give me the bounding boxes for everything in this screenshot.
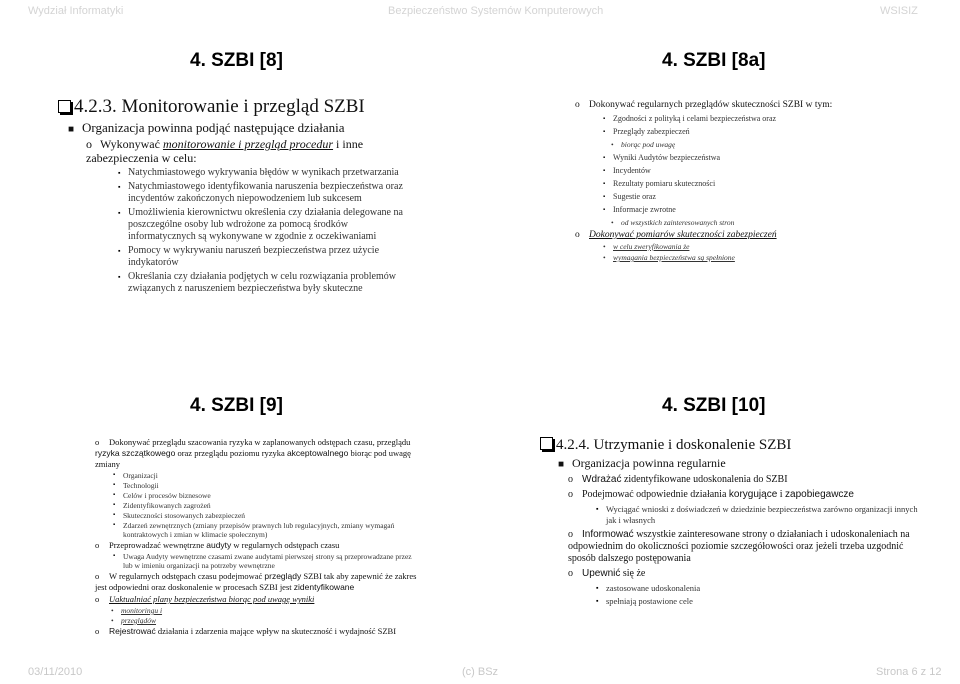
slide-8a-item: o Dokonywać regularnych przeglądów skuteczności SZBI w tym: (575, 100, 833, 110)
bullet-item: ▪ Wyciągać wnioski z doświadczeń w dziedzinie bezpieczeństwa zarówno organizacji innych jak i własnych (596, 504, 920, 526)
square-bullet-icon: ■ (68, 124, 75, 135)
bullet-item: ▪ Celów i procesów biznesowe (113, 491, 417, 500)
text-emph: przeglądy (264, 571, 302, 581)
slide-8a-title: 4. SZBI [8a] (662, 50, 766, 71)
sub-item: • biorąc pod uwagę (611, 140, 905, 150)
slide-8-title: 4. SZBI [8] (190, 50, 283, 71)
slide-8 (58, 96, 418, 297)
text-emph: Upewnić (582, 568, 621, 579)
slide-10-item: o Informować wszystkie zainteresowane strony o działaniach i udoskonaleniach na odpowiednim do okoliczności poziomie szczegółowości oraz jeżeli trzeba uzgodnić sposób dalszego postępowania (568, 529, 910, 564)
sub-item (111, 606, 417, 615)
slide-9-item: o Dokonywać przeglądu szacowania ryzyka w zaplanowanych odstępach czasu, przeglądu ryzyka szczątkowego oraz przeglądu poziomu ryzyka akceptowalnego biorąc pod uwagę zmiany (95, 437, 411, 469)
slide-8-item: o Wykonywać monitorowanie i przegląd procedur i inne zabezpieczenia w celu: (86, 137, 364, 165)
slide-10-level1-text: Organizacja powinna regularnie (572, 456, 726, 470)
bullet-item: ▪ Incydentów (603, 166, 905, 176)
slide-10 (540, 436, 920, 609)
bullet-item: ▪ Uwaga Audyty wewnętrzne czasami zwane audytami pierwszej strony są przeprowadzane przez lub w imieniu organizacji na potrzeby wewnętrzne (113, 552, 417, 570)
text-emph: akceptowalnego (286, 448, 349, 458)
bullet-item: ▪ Natychmiastowego identyfikowania naruszenia bezpieczeństwa oraz incydentów zakończonych niepowodzeniem lub sukcesem (118, 181, 413, 205)
slide-9-item: o Przeprowadzać wewnętrzne audyty w regularnych odstępach czasu (95, 540, 340, 550)
text: i inne zabezpieczenia w celu: (86, 137, 364, 165)
sub-item: • od wszystkich zainteresowanych stron (611, 218, 905, 228)
slide-9 (95, 436, 417, 637)
slide-10-item: o Podejmować odpowiednie działania korygujące i zapobiegawcze (568, 489, 854, 500)
slide-9-item: o Rejestrować działania i zdarzenia mające wpływ na skuteczność i wydajność SZBI (95, 626, 397, 636)
page-header (0, 0, 960, 22)
text-emph: Rejestrować (109, 626, 156, 636)
text-emph: przeglądów (121, 616, 157, 625)
text-emph: audyty (206, 540, 232, 550)
header-center: Bezpieczeństwo Systemów Komputerowych (388, 5, 604, 17)
slide-10-heading (540, 436, 920, 454)
text: Podejmować odpowiednie działania (582, 489, 729, 500)
bullet-item: ▪ Informacje zwrotne (603, 205, 905, 215)
square-bullet-icon: ■ (558, 459, 565, 470)
slide-10-item: o Upewnić się że (568, 568, 646, 579)
slide-10-heading-text: 4.2.4. Utrzymanie i doskonalenie SZBI (556, 437, 792, 453)
slide-8-level1 (68, 120, 418, 136)
slide-8-heading-text: 4.2.3. Monitorowanie i przegląd SZBI (74, 96, 365, 117)
text-emph: wymagania bezpieczeństwa są spełnione (613, 253, 735, 262)
bullet-item: ▪ Rezultaty pomiaru skuteczności (603, 179, 905, 189)
slide-10-item: o Wdrażać zidentyfikowane udoskonalenia do SZBI (568, 474, 788, 485)
bullet-item: ▪ Zgodności z polityką i celami bezpieczeństwa oraz (603, 114, 905, 124)
bullet-item: ▪ Technologii (113, 481, 417, 490)
text: i (777, 489, 786, 500)
text-emph: Uaktualniać plany bezpieczeństwa biorąc pod uwagę wyniki (109, 594, 315, 604)
slide-10-title: 4. SZBI [10] (662, 395, 766, 416)
slide-8-bullets (118, 167, 413, 295)
bullet-item: ▪ zastosowane udoskonalenia (596, 583, 920, 594)
text: Przeprowadzać wewnętrzne (109, 540, 207, 550)
bullet-item: ▪ Określania czy działania podjętych w celu rozwiązania problemów związanych z naruszeniem bezpieczeństwa były skuteczne (118, 271, 413, 295)
text: oraz przeglądu poziomu ryzyka (175, 448, 287, 458)
text: Wykonywać (100, 137, 163, 151)
slide-9-item: o Uaktualniać plany bezpieczeństwa biorąc pod uwagę wyniki (95, 594, 315, 604)
text-emph: ryzyka szczątkowego (95, 448, 176, 458)
text: działania i zdarzenia mające wpływ na skuteczność i wydajność SZBI (155, 626, 397, 636)
text: wszystkie zainteresowane strony o działaniach i udoskonaleniach na odpowiednim do okoliczności poziomie szczegółowości oraz jeżeli trzeba uzgodnić sposób dalszego postępowania (568, 529, 910, 564)
sub-item (603, 242, 905, 252)
bullet-item: ▪ Skuteczności stosowanych zabezpieczeń (113, 511, 417, 520)
bullet-item: ▪ Zidentyfikowanych zagrożeń (113, 501, 417, 510)
text-emph: zidentyfikowane (293, 582, 355, 592)
checkbox-icon (540, 437, 553, 450)
text: się że (620, 568, 646, 579)
header-right: WSISIZ (880, 5, 918, 17)
text: w regularnych odstępach czasu (231, 540, 340, 550)
bullet-item: ▪ Sugestie oraz (603, 192, 905, 202)
footer-page: Strona 6 z 12 (876, 666, 942, 678)
bullet-item: ▪ Przeglądy zabezpieczeń (603, 127, 905, 137)
bullet-item: ▪ Umożliwienia kierownictwu określenia czy działania delegowane na poszczególne osoby lub wdrożone za pomocą środków informatycznych są wykonywane w zgodnie z oczekiwaniami (118, 207, 413, 243)
footer-date: 03/11/2010 (28, 666, 83, 678)
text: SZBI tak aby zapewnić że zakres jest odpowiedni oraz doskonalenie w procesach SZBI jest (95, 571, 417, 592)
text: W regularnych odstępach czasu podejmować (109, 571, 265, 581)
slide-8-level1-text: Organizacja powinna podjąć następujące działania (82, 120, 345, 135)
text-emph: Dokonywać pomiarów skuteczności zabezpieczeń (589, 230, 777, 240)
footer-author: (c) BSz (462, 666, 499, 678)
text-emph: monitorowanie i przegląd procedur (162, 137, 334, 151)
slide-9-item: o W regularnych odstępach czasu podejmować przeglądy SZBI tak aby zapewnić że zakres jest odpowiedni oraz doskonalenie w procesach SZBI jest zidentyfikowane (95, 571, 417, 592)
text: Dokonywać przeglądu szacowania ryzyka w zaplanowanych odstępach czasu, przeglądu (109, 437, 411, 447)
text-emph: korygujące (728, 489, 778, 500)
sub-item (111, 616, 417, 625)
slide-8a (575, 98, 905, 264)
slide-8-heading (58, 96, 418, 118)
bullet-item: ▪ Wyniki Audytów bezpieczeństwa (603, 153, 905, 163)
text-emph: zapobiegawcze (785, 489, 854, 500)
slide-9-title: 4. SZBI [9] (190, 395, 283, 416)
bullet-item: ▪ Zdarzeń zewnętrznych (zmiany przepisów prawnych lub regulacyjnych, zmiany wymagań kontraktowych i zmian w klimacie społecznym) (113, 521, 417, 539)
checkbox-icon (58, 100, 71, 113)
bullet-item: ▪ Organizacji (113, 471, 417, 480)
sub-item (603, 253, 905, 263)
slide-8a-item: o Dokonywać pomiarów skuteczności zabezpieczeń (575, 230, 777, 240)
slide-10-level1 (558, 456, 920, 471)
bullet-item: ▪ spełniają postawione cele (596, 596, 920, 607)
text: Dokonywać regularnych przeglądów skuteczności SZBI w tym: (589, 100, 833, 110)
text-emph: Wdrażać (582, 474, 622, 485)
text-emph: w celu zweryfikowania że (613, 242, 690, 251)
text: biorąc pod uwagę zmiany (95, 448, 411, 469)
text-emph: monitoringu i (121, 606, 163, 615)
bullet-item: ▪ Pomocy w wykrywaniu naruszeń bezpieczeństwa przez użycie indykatorów (118, 245, 413, 269)
bullet-item: ▪ Natychmiastowego wykrywania błędów w wynikach przetwarzania (118, 167, 413, 179)
text-emph: Informować (582, 529, 634, 540)
header-left: Wydział Informatyki (28, 5, 124, 17)
text: zidentyfikowane udoskonalenia do SZBI (621, 474, 788, 485)
